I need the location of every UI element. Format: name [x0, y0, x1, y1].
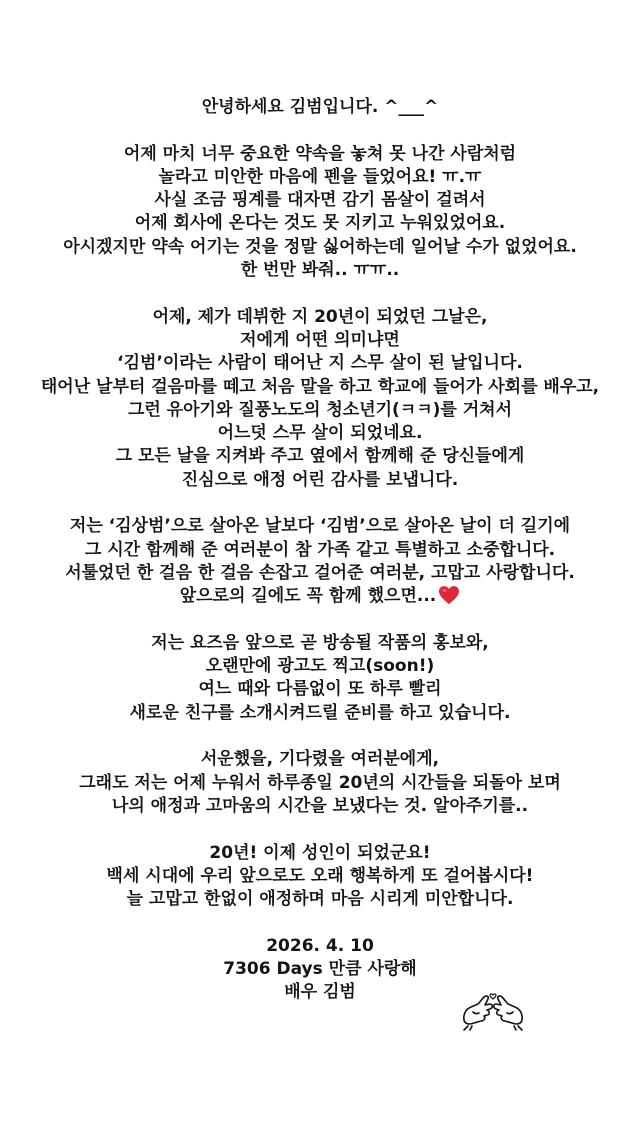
- text-line: 태어난 날부터 걸음마를 떼고 처음 말을 하고 학교에 들어가 사회를 배우고,: [40, 376, 600, 397]
- text-line: 나의 애정과 고마움의 시간을 보냈다는 것. 알아주기를..: [111, 795, 529, 816]
- paragraph-closing: [0, 842, 640, 912]
- paragraph-gratitude: [0, 515, 640, 608]
- paragraph-reflection: [0, 748, 640, 818]
- text-line: 한 번만 봐줘.. ㅠㅠ..: [240, 260, 400, 281]
- paragraph-news: [0, 632, 640, 725]
- text-line: 20년! 이제 성인이 되었군요!: [209, 842, 431, 863]
- letter-body: [0, 96, 640, 1005]
- paragraph-anniversary: [0, 306, 640, 492]
- greeting-line: 안녕하세요 김범입니다. ^___^: [201, 97, 439, 117]
- text-line: ‘김범’이라는 사람이 태어난 지 스무 살이 된 날입니다.: [117, 353, 523, 374]
- text-line: 저는 요즈음 앞으로 곧 방송될 작품의 홍보와,: [151, 632, 489, 653]
- text-line: 어제 회사에 온다는 것도 못 지키고 누워있었어요.: [134, 213, 506, 234]
- text-line: 그런 유아기와 질풍노도의 청소년기(ㅋㅋ)를 거쳐서: [127, 399, 513, 420]
- text-line: 어제, 제가 데뷔한 지 20년이 되었던 그날은,: [152, 306, 488, 327]
- text-line: 새로운 친구를 소개시켜드릴 준비를 하고 있습니다.: [129, 702, 511, 723]
- text-line-with-heart: [0, 585, 640, 608]
- text-line: 아시겠지만 약속 어기는 것을 정말 싫어하는데 일어날 수가 없었어요.: [63, 236, 577, 257]
- text-line: 어느덧 스무 살이 되었네요.: [217, 423, 423, 444]
- text-span: 앞으로의 길에도 꼭 함께 했으면...: [179, 586, 437, 607]
- text-line: 늘 고맙고 한없이 애정하며 마음 시리게 미안합니다.: [126, 889, 514, 910]
- text-line: 사실 조금 핑계를 대자면 감기 몸살이 걸려서: [154, 190, 486, 211]
- text-line: 그 시간 함께해 준 여러분이 참 가족 같고 특별하고 소중합니다.: [84, 539, 556, 560]
- finger-heart-hands-icon: [460, 990, 526, 1032]
- signature-days: 7306 Days 만큼 사랑해: [223, 958, 417, 979]
- text-line: 저에게 어떤 의미냐면: [240, 329, 400, 350]
- text-line: 놀라고 미안한 마음에 펜을 들었어요! ㅠ.ㅠ: [158, 166, 482, 187]
- text-line: 여느 때와 다름없이 또 하루 빨리: [198, 679, 442, 700]
- text-line: 백세 시대에 우리 앞으로도 오래 행복하게 또 걸어봅시다!: [106, 865, 534, 886]
- text-line: 그 모든 날을 지켜봐 주고 옆에서 함께해 준 당신들에게: [115, 446, 525, 467]
- paragraph-apology: [0, 143, 640, 283]
- text-line: 저는 ‘김상범’으로 살아온 날보다 ‘김범’으로 살아온 날이 더 길기에: [69, 516, 571, 537]
- text-line: 그래도 저는 어제 누워서 하루종일 20년의 시간들을 되돌아 보며: [79, 772, 561, 793]
- text-line: 서운했을, 기다렸을 여러분에게,: [200, 749, 440, 770]
- text-line: 서툴었던 한 걸음 한 걸음 손잡고 걸어준 여러분, 고맙고 사랑합니다.: [65, 562, 575, 583]
- text-line: 진심으로 애정 어린 감사를 보냅니다.: [181, 469, 459, 490]
- signature-name: 배우 김범: [284, 982, 356, 1003]
- signature-block: [0, 935, 640, 1005]
- text-line: 오랜만에 광고도 찍고(soon!): [205, 656, 435, 677]
- signature-date: 2026. 4. 10: [266, 935, 374, 956]
- text-line: 어제 마치 너무 중요한 약속을 놓쳐 못 나간 사람처럼: [123, 143, 517, 164]
- heart-icon: [438, 585, 460, 605]
